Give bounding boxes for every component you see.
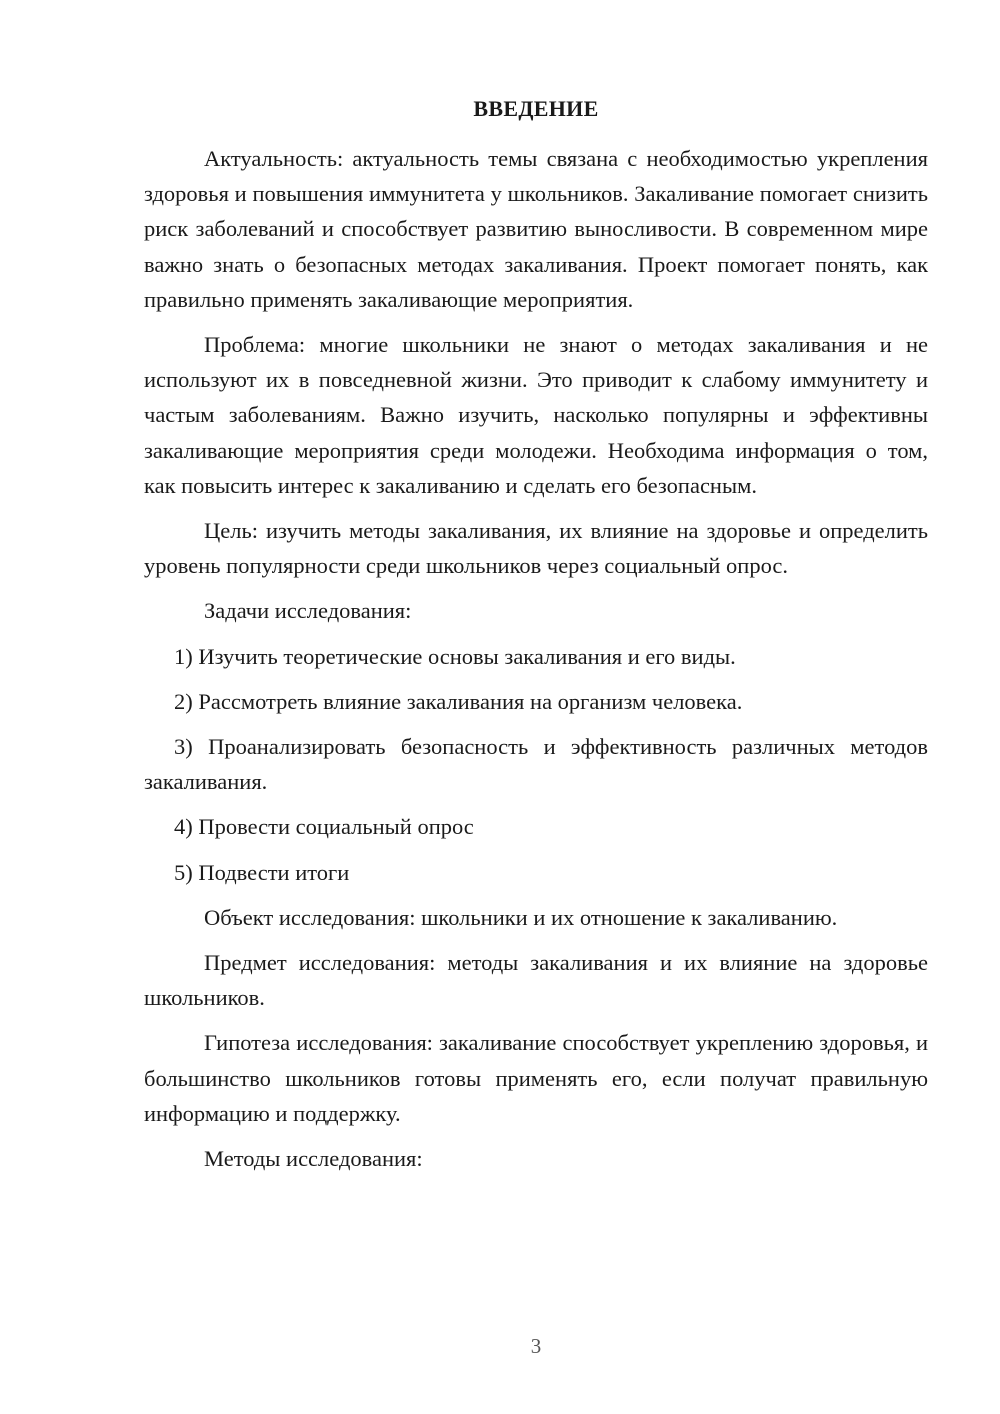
task-item-1: 1) Изучить теоретические основы закаливания и его виды.: [174, 643, 736, 669]
paragraph-relevance: Актуальность: актуальность темы связана с необходимостью укрепления здоровья и повышения иммунитета у школьников. Закаливание помогает снизить риск заболеваний и способствует развитию выносливости. В современном мире важно знать о безопасных методах закаливания. Проект помогает понять, как правильно применять закаливающие мероприятия.: [144, 146, 928, 312]
page-number: 3: [530, 1334, 542, 1358]
section-title: ВВЕДЕНИЕ: [473, 96, 599, 121]
task-item-3: 3) Проанализировать безопасность и эффективность различных методов закаливания.: [144, 734, 928, 795]
paragraph-object: Объект исследования: школьники и их отношение к закаливанию.: [204, 904, 838, 930]
task-item-2: 2) Рассмотреть влияние закаливания на организм человека.: [174, 688, 743, 714]
body-text: [144, 141, 928, 1186]
paragraph-problem: Проблема: многие школьники не знают о методах закаливания и не используют их в повседневной жизни. Это приводит к слабому иммунитету и частым заболеваниям. Важно изучить, насколько популярны и эффективны закаливающие мероприятия среди молодежи. Необходима информация о том, как повысить интерес к закаливанию и сделать его безопасным.: [144, 332, 928, 498]
task-item-5: 5) Подвести итоги: [174, 859, 350, 885]
paragraph-hypothesis: Гипотеза исследования: закаливание способствует укреплению здоровья, и большинство школьников готовы применять его, если получат правильную информацию и поддержку.: [144, 1030, 928, 1126]
paragraph-goal: Цель: изучить методы закаливания, их влияние на здоровье и определить уровень популярности среди школьников через социальный опрос.: [144, 518, 928, 579]
paragraph-subject: Предмет исследования: методы закаливания и их влияние на здоровье школьников.: [144, 950, 928, 1011]
task-item-4: 4) Провести социальный опрос: [174, 814, 474, 840]
paragraph-methods: Методы исследования:: [204, 1146, 423, 1172]
paragraph-tasks-heading: Задачи исследования:: [204, 598, 412, 624]
